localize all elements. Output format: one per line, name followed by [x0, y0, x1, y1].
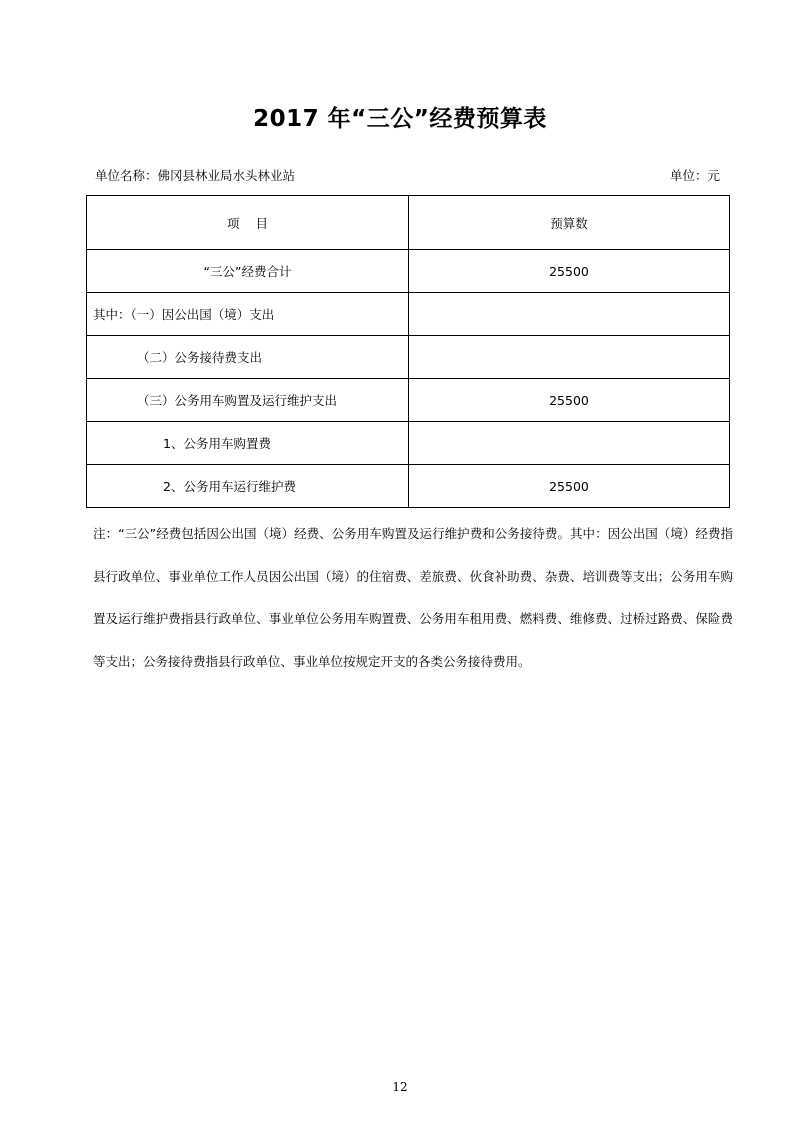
- row-item-reception: （二）公务接待费支出: [87, 336, 409, 379]
- currency-unit: 单位：元: [669, 168, 720, 183]
- header-amount: 预算数: [409, 196, 730, 250]
- table-row: [87, 379, 730, 422]
- row-item-vehicles: （三）公务用车购置及运行维护支出: [87, 379, 409, 422]
- row-item-overseas: 其中：（一）因公出国（境）支出: [87, 293, 409, 336]
- header-item: 项 目: [87, 196, 409, 250]
- table-row: [87, 422, 730, 465]
- footnote: 注：“三公”经费包括因公出国（境）经费、公务用车购置及运行维护费和公务接待费。其中：因公出国（境）经费指县行政单位、事业单位工作人员因公出国（境）的住宿费、差旅费、伙食补助费、杂费、培训费等支出；公务用车购置及运行维护费指县行政单位、事业单位公务用车购置费、公务用车租用费、燃料费、维修费、过桥过路费、保险费等支出；公务接待费指县行政单位、事业单位按规定开支的各类公务接待费用。: [93, 526, 733, 669]
- row-amount-vehicle-purchase: [409, 422, 730, 465]
- table-row: [87, 250, 730, 293]
- table-header-row: [87, 196, 730, 250]
- table-row: [87, 336, 730, 379]
- row-amount-reception: [409, 336, 730, 379]
- row-amount-overseas: [409, 293, 730, 336]
- table-row: [87, 465, 730, 508]
- unit-name: 单位名称：佛冈县林业局水头林业站: [95, 168, 296, 183]
- budget-table: [86, 195, 730, 508]
- page-number: 12: [392, 1080, 408, 1094]
- row-amount-vehicle-maintenance: 25500: [409, 465, 730, 508]
- table-row: [87, 293, 730, 336]
- row-amount-vehicles: 25500: [409, 379, 730, 422]
- document-title: 2017 年“三公”经费预算表: [253, 106, 547, 132]
- row-item-vehicle-maintenance: 2、公务用车运行维护费: [87, 465, 409, 508]
- row-amount-total: 25500: [409, 250, 730, 293]
- row-item-total: “三公”经费合计: [87, 250, 409, 293]
- row-item-vehicle-purchase: 1、公务用车购置费: [87, 422, 409, 465]
